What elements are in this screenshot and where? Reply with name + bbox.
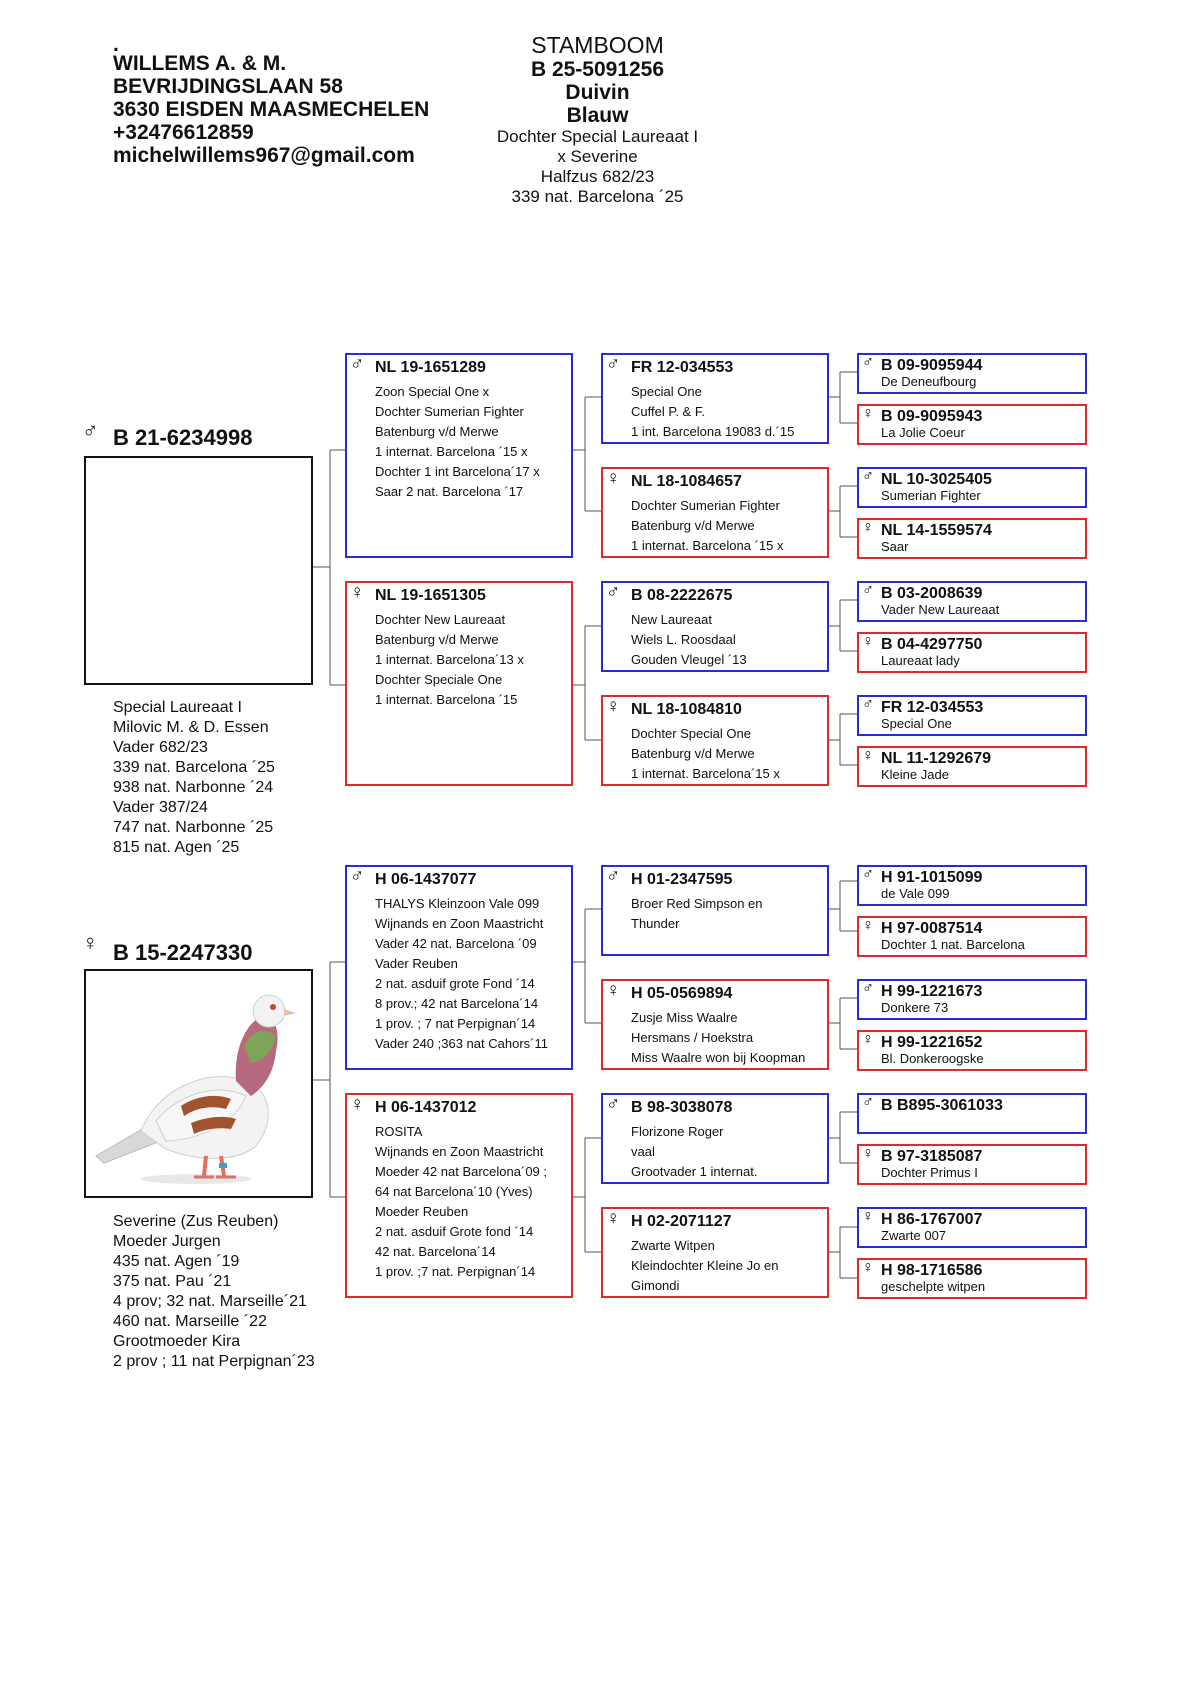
pedigree-line: New Laureaat	[631, 612, 712, 627]
female-icon: ♀	[862, 917, 874, 934]
father-note: 339 nat. Barcelona ´25	[113, 759, 275, 776]
mother-note: 435 nat. Agen ´19	[113, 1253, 240, 1270]
pedigree-notes	[631, 724, 780, 784]
pedigree-notes	[375, 382, 540, 502]
pedigree-line: vaal	[631, 1144, 655, 1159]
subject-color: Blauw	[566, 104, 629, 127]
pedigree-ring: H 05-0569894	[631, 985, 733, 1002]
pedigree-ring: H 06-1437077	[375, 871, 477, 888]
female-icon: ♀	[350, 1094, 365, 1115]
pedigree-ring: B 09-9095943	[881, 408, 983, 425]
pedigree-ring: B 08-2222675	[631, 587, 733, 604]
mother-note: 460 nat. Marseille ´22	[113, 1313, 267, 1330]
pedigree-line: Florizone Roger	[631, 1124, 724, 1139]
pedigree-line: 8 prov.; 42 nat Barcelona´14	[375, 996, 539, 1011]
pedigree-ring: NL 19-1651289	[375, 359, 486, 376]
pedigree-subtitle: Special One	[881, 716, 952, 731]
father-note: 747 nat. Narbonne ´25	[113, 819, 274, 836]
pedigree-line: Moeder Reuben	[375, 1204, 469, 1219]
female-icon: ♀	[606, 696, 621, 717]
father-note: 815 nat. Agen ´25	[113, 839, 240, 856]
pedigree-line: Batenburg v/d Merwe	[631, 746, 755, 761]
male-icon: ♂	[350, 866, 365, 887]
pedigree-subtitle: Donkere 73	[881, 1000, 949, 1015]
pedigree-ring: B 97-3185087	[881, 1148, 983, 1165]
pedigree-line: Special One	[631, 384, 702, 399]
pedigree-line: 1 internat. Barcelona ´15 x	[375, 444, 528, 459]
gen3-box	[601, 979, 829, 1070]
pedigree-line: THALYS Kleinzoon Vale 099	[375, 896, 540, 911]
female-icon: ♀	[862, 405, 874, 422]
pedigree-line: Vader 42 nat. Barcelona ´09	[375, 936, 537, 951]
pedigree-line: 1 prov. ; 7 nat Perpignan´14	[375, 1016, 536, 1031]
gen4-box	[857, 1258, 1087, 1299]
gen4-box	[857, 632, 1087, 673]
pedigree-line: 1 internat. Barcelona´15 x	[631, 766, 780, 781]
gen4-box	[857, 518, 1087, 559]
pedigree-line: Wijnands en Zoon Maastricht	[375, 1144, 544, 1159]
gen3-box	[601, 695, 829, 786]
pedigree-ring: B 04-4297750	[881, 636, 983, 653]
pedigree-line: Batenburg v/d Merwe	[375, 424, 499, 439]
subject-note: 339 nat. Barcelona ´25	[511, 187, 684, 206]
pedigree-subtitle: Vader New Laureaat	[881, 602, 1000, 617]
pedigree-line: Saar 2 nat. Barcelona ´17	[375, 484, 524, 499]
pedigree-line: Zoon Special One x	[375, 384, 490, 399]
mother-note: 4 prov; 32 nat. Marseille´21	[113, 1293, 307, 1310]
female-icon: ♀	[862, 1259, 874, 1276]
pedigree-ring: H 91-1015099	[881, 869, 983, 886]
gen4-box	[857, 467, 1087, 508]
pedigree-line: Cuffel P. & F.	[631, 404, 705, 419]
owner-email: michelwillems967@gmail.com	[113, 144, 415, 167]
subject-sex: Duivin	[565, 81, 630, 104]
subject-note: x Severine	[557, 147, 638, 166]
pedigree-ring: NL 19-1651305	[375, 587, 486, 604]
pedigree-notes	[631, 894, 763, 934]
mother-note: Moeder Jurgen	[113, 1233, 221, 1250]
gen3-box	[601, 353, 829, 444]
pedigree-ring: H 99-1221673	[881, 983, 983, 1000]
owner-name: WILLEMS A. & M.	[113, 52, 287, 75]
pedigree-line: ROSITA	[375, 1124, 423, 1139]
grandsire-paternal-box	[345, 353, 573, 558]
male-icon: ♂	[862, 1094, 874, 1111]
pedigree-line: Gimondi	[631, 1278, 680, 1293]
male-icon: ♂	[350, 354, 365, 375]
father-note: Milovic M. & D. Essen	[113, 719, 269, 736]
pedigree-header	[465, 32, 730, 207]
gen3-box	[601, 865, 829, 956]
gen4-box	[857, 746, 1087, 787]
pedigree-subtitle: Zwarte 007	[881, 1228, 947, 1243]
pedigree-line: Dochter Special One	[631, 726, 751, 741]
pedigree-line: 1 internat. Barcelona´13 x	[375, 652, 524, 667]
pedigree-subtitle: geschelpte witpen	[881, 1279, 986, 1294]
pedigree-notes	[631, 1008, 805, 1068]
male-icon: ♂	[606, 354, 621, 375]
pedigree-subtitle: Kleine Jade	[881, 767, 949, 782]
female-icon: ♀	[82, 930, 99, 955]
gen4-box	[857, 865, 1087, 906]
pedigree-ring: H 98-1716586	[881, 1262, 983, 1279]
pedigree-ring: H 86-1767007	[881, 1211, 983, 1228]
pedigree-line: Moeder 42 nat Barcelona´09 ;	[375, 1164, 547, 1179]
male-icon: ♂	[862, 354, 874, 371]
female-icon: ♀	[606, 1208, 621, 1229]
pedigree-notes	[631, 382, 794, 442]
pedigree-line: 1 internat. Barcelona ´15 x	[631, 538, 784, 553]
pedigree-line: Dochter Sumerian Fighter	[375, 404, 524, 419]
pedigree-line: Thunder	[631, 916, 680, 931]
mother-ring: B 15-2247330	[113, 940, 253, 965]
male-icon: ♂	[606, 866, 621, 887]
grandsire-maternal-box	[345, 865, 573, 1070]
father-note: Vader 387/24	[113, 799, 208, 816]
pedigree-ring: FR 12-034553	[631, 359, 734, 376]
pedigree-subtitle: de Vale 099	[881, 886, 950, 901]
gen4-box	[857, 695, 1087, 736]
female-icon: ♀	[862, 1208, 874, 1225]
father-note: Vader 682/23	[113, 739, 208, 756]
female-icon: ♀	[606, 468, 621, 489]
pedigree-notes	[375, 610, 524, 710]
pedigree-line: Dochter New Laureaat	[375, 612, 506, 627]
male-icon: ♂	[82, 418, 99, 443]
father-note: Special Laureaat I	[113, 699, 242, 716]
pedigree-line: 1 prov. ;7 nat. Perpignan´14	[375, 1264, 536, 1279]
pedigree-subtitle: Dochter Primus I	[881, 1165, 978, 1180]
owner-street: BEVRIJDINGSLAAN 58	[113, 75, 343, 98]
female-icon: ♀	[862, 747, 874, 764]
pedigree-line: 2 nat. asduif grote Fond ´14	[375, 976, 535, 991]
pedigree-ring: H 02-2071127	[631, 1213, 732, 1230]
gen4-box	[857, 979, 1087, 1020]
pedigree-subtitle: De Deneufbourg	[881, 374, 977, 389]
female-icon: ♀	[862, 633, 874, 650]
pedigree-ring: H 99-1221652	[881, 1034, 983, 1051]
pedigree-ring: NL 11-1292679	[881, 750, 992, 767]
pedigree-line: Dochter Speciale One	[375, 672, 503, 687]
pedigree-ring: FR 12-034553	[881, 699, 984, 716]
pedigree-line: Wiels L. Roosdaal	[631, 632, 736, 647]
pedigree-ring: B 03-2008639	[881, 585, 983, 602]
female-icon: ♀	[862, 1031, 874, 1048]
male-icon: ♂	[862, 866, 874, 883]
pedigree-ring: NL 10-3025405	[881, 471, 992, 488]
gen3-box	[601, 581, 829, 672]
mother-photo	[84, 969, 313, 1198]
pedigree-line: Miss Waalre won bij Koopman	[631, 1050, 806, 1065]
pedigree-subtitle: Laureaat lady	[881, 653, 960, 668]
pedigree-ring: NL 18-1084657	[631, 473, 742, 490]
pedigree-ring: H 97-0087514	[881, 920, 983, 937]
male-icon: ♂	[606, 582, 621, 603]
pedigree-line: 64 nat Barcelona´10 (Yves)	[375, 1184, 533, 1199]
pedigree-notes	[631, 1122, 757, 1182]
granddam-paternal-box	[345, 581, 573, 786]
father-ring: B 21-6234998	[113, 425, 253, 450]
gen3-box	[601, 1093, 829, 1184]
mother-note: 375 nat. Pau ´21	[113, 1273, 232, 1290]
pigeon-image	[86, 971, 311, 1196]
pedigree-line: Kleindochter Kleine Jo en	[631, 1258, 779, 1273]
pedigree-line: Wijnands en Zoon Maastricht	[375, 916, 544, 931]
pedigree-ring: B B895-3061033	[881, 1097, 1003, 1114]
owner-dot: .	[113, 33, 119, 56]
pedigree-subtitle: Bl. Donkeroogske	[881, 1051, 984, 1066]
pedigree-line: Broer Red Simpson en	[631, 896, 763, 911]
pedigree-notes	[375, 1122, 547, 1282]
page-title: STAMBOOM	[531, 32, 664, 58]
pedigree-subtitle: Sumerian Fighter	[881, 488, 981, 503]
pedigree-line: Dochter 1 int Barcelona´17 x	[375, 464, 540, 479]
granddam-maternal-box	[345, 1093, 573, 1298]
pedigree-line: Zwarte Witpen	[631, 1238, 715, 1253]
pedigree-line: Gouden Vleugel ´13	[631, 652, 747, 667]
pedigree-subtitle: Saar	[881, 539, 909, 554]
pedigree-line: Zusje Miss Waalre	[631, 1010, 738, 1025]
female-icon: ♀	[606, 980, 621, 1001]
female-icon: ♀	[350, 582, 365, 603]
pedigree-line: 42 nat. Barcelona´14	[375, 1244, 496, 1259]
gen4-box	[857, 1207, 1087, 1248]
owner-phone: +32476612859	[113, 121, 254, 144]
subject-ring: B 25-5091256	[530, 58, 665, 81]
subject-note: Halfzus 682/23	[540, 167, 655, 186]
male-icon: ♂	[862, 696, 874, 713]
pedigree-line: Vader 240 ;363 nat Cahors´11	[375, 1036, 548, 1051]
pedigree-notes	[631, 1236, 778, 1296]
male-icon: ♂	[862, 980, 874, 997]
pedigree-line: Hersmans / Hoekstra	[631, 1030, 754, 1045]
mother-note: 2 prov ; 11 nat Perpignan´23	[113, 1353, 315, 1370]
gen3-box	[601, 1207, 829, 1298]
pedigree-ring: H 01-2347595	[631, 871, 733, 888]
pedigree-ring: B 09-9095944	[881, 357, 983, 374]
mother-note: Grootmoeder Kira	[113, 1333, 241, 1350]
pedigree-line: 1 internat. Barcelona ´15	[375, 692, 518, 707]
male-icon: ♂	[862, 582, 874, 599]
father-note: 938 nat. Narbonne ´24	[113, 779, 274, 796]
pedigree-ring: NL 14-1559574	[881, 522, 992, 539]
father-photo	[84, 456, 313, 685]
pedigree-subtitle: La Jolie Coeur	[881, 425, 965, 440]
female-icon: ♀	[862, 1145, 874, 1162]
pedigree-notes	[375, 894, 548, 1054]
gen4-box	[857, 1030, 1087, 1071]
female-icon: ♀	[862, 519, 874, 536]
gen3-box	[601, 467, 829, 558]
pedigree-notes	[631, 610, 747, 670]
pedigree-notes	[631, 496, 783, 556]
pedigree-line: 2 nat. asduif Grote fond ´14	[375, 1224, 534, 1239]
pedigree-ring: NL 18-1084810	[631, 701, 742, 718]
pedigree-ring: H 06-1437012	[375, 1099, 477, 1116]
mother-note: Severine (Zus Reuben)	[113, 1213, 279, 1230]
gen4-box	[857, 404, 1087, 445]
gen4-box	[857, 1144, 1087, 1185]
gen4-box	[857, 1093, 1087, 1134]
pedigree-line: Dochter Sumerian Fighter	[631, 498, 780, 513]
gen4-box	[857, 916, 1087, 957]
mother-notes	[113, 1212, 315, 1372]
owner-city: 3630 EISDEN MAASMECHELEN	[113, 98, 430, 121]
pedigree-line: Vader Reuben	[375, 956, 458, 971]
male-icon: ♂	[606, 1094, 621, 1115]
pedigree-line: Batenburg v/d Merwe	[375, 632, 499, 647]
pedigree-line: Batenburg v/d Merwe	[631, 518, 755, 533]
gen4-box	[857, 581, 1087, 622]
subject-note: Dochter Special Laureaat I	[496, 127, 699, 146]
owner-block	[113, 33, 430, 167]
father-notes	[113, 698, 275, 858]
pedigree-line: 1 int. Barcelona 19083 d.´15	[631, 424, 795, 439]
pedigree-subtitle: Dochter 1 nat. Barcelona	[881, 937, 1025, 952]
pedigree-line: Grootvader 1 internat.	[631, 1164, 758, 1179]
male-icon: ♂	[862, 468, 874, 485]
pedigree-ring: B 98-3038078	[631, 1099, 733, 1116]
gen4-box	[857, 353, 1087, 394]
